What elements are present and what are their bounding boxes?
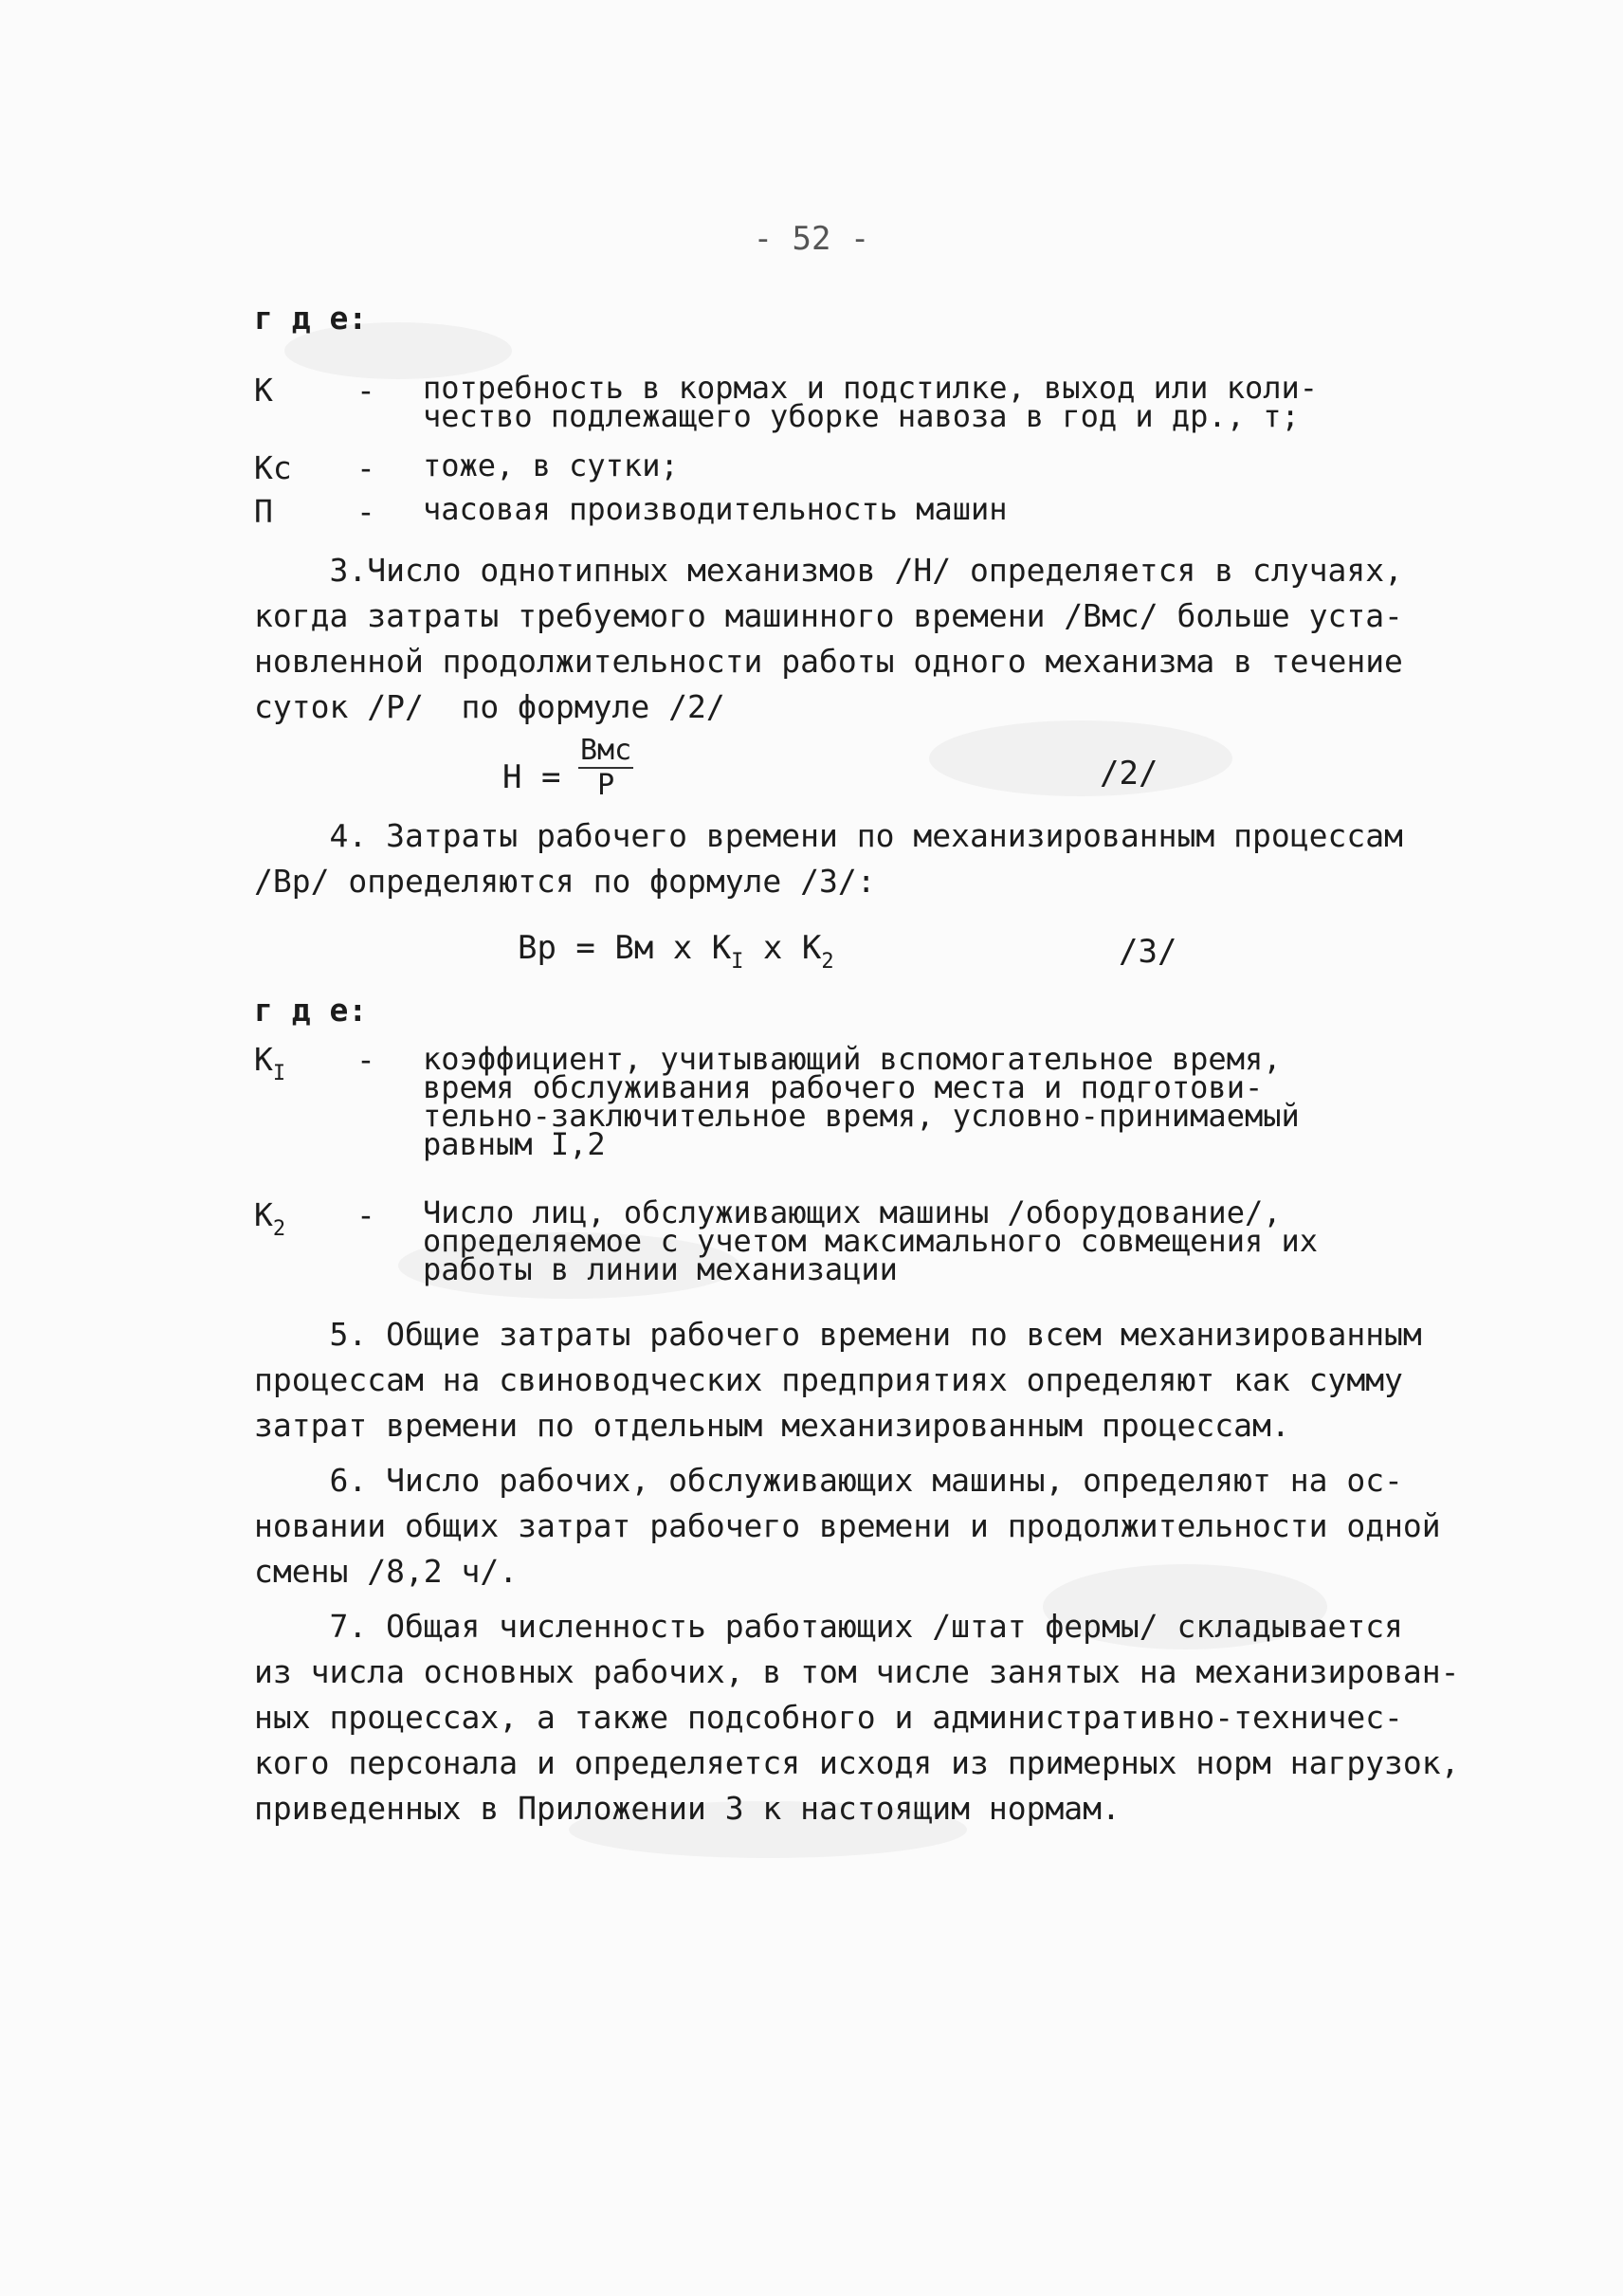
def-term-letter: К — [254, 1041, 273, 1078]
def-text-line: Число лиц, обслуживающих машины /оборудование/, — [423, 1194, 1282, 1230]
paragraph-line: когда затраты требуемого машинного времени /Вмс/ больше уста- — [254, 597, 1403, 634]
def-term-k: К — [254, 372, 273, 409]
def-text-k2 — [423, 1194, 1319, 1287]
def-term-k2 — [254, 1196, 286, 1241]
formula-2-numerator: Вмс — [580, 734, 632, 767]
formula-3-number: /3/ — [1119, 933, 1177, 971]
paragraph-line: новании общих затрат рабочего времени и продолжительности одной — [254, 1507, 1441, 1544]
paragraph-line: кого персонала и определяется исходя из примерных норм нагрузок, — [254, 1744, 1460, 1781]
def-term-letter: К — [254, 1196, 273, 1233]
def-dash: - — [356, 372, 375, 409]
def-text-line: работы в линии механизации — [423, 1251, 898, 1287]
def-text-line: тоже, в сутки; — [423, 447, 679, 483]
def-dash: - — [356, 1041, 375, 1078]
def-text-kc — [423, 447, 679, 483]
paragraph-line: затрат времени по отдельным механизированным процессам. — [254, 1407, 1290, 1444]
def-term-kc: Кс — [254, 449, 292, 486]
paragraph-line: 7. Общая численность работающих /штат фермы/ складывается — [254, 1608, 1403, 1645]
paragraph-5 — [254, 1312, 1422, 1449]
formula-2-number: /2/ — [1100, 755, 1158, 793]
def-text-line: равным I,2 — [423, 1126, 606, 1162]
paragraph-line: из числа основных рабочих, в том числе занятых на механизирован- — [254, 1653, 1460, 1690]
paragraph-line: новленной продолжительности работы одного механизма в течение — [254, 643, 1403, 680]
paragraph-line: 3.Число однотипных механизмов /Н/ определяется в случаях, — [254, 552, 1403, 589]
where-label-2: г д е: — [254, 992, 368, 1029]
formula-3-expression — [518, 929, 834, 974]
def-text-p — [423, 491, 1008, 527]
paragraph-line: суток /Р/ по формуле /2/ — [254, 688, 725, 725]
formula-3-left: Вр = Вм х К — [518, 929, 732, 967]
paragraph-line: 4. Затраты рабочего времени по механизированным процессам — [254, 817, 1403, 854]
page-number: - 52 - — [753, 220, 870, 258]
paragraph-3 — [254, 548, 1403, 730]
paragraph-line: процессам на свиноводческих предприятиях определяют как сумму — [254, 1361, 1403, 1398]
def-dash: - — [356, 449, 375, 486]
def-term-subscript: I — [272, 1062, 286, 1085]
formula-2-prefix: Н = — [502, 758, 561, 796]
paragraph-line: ных процессах, а также подсобного и административно-техничес- — [254, 1699, 1403, 1736]
paragraph-line: /Вр/ определяются по формуле /3/: — [254, 863, 876, 900]
paragraph-line: приведенных в Приложении 3 к настоящим нормам. — [254, 1790, 1121, 1827]
formula-3-sub2: 2 — [821, 950, 834, 974]
paragraph-6 — [254, 1458, 1441, 1594]
paragraph-line: 5. Общие затраты рабочего времени по всем механизированным — [254, 1316, 1422, 1353]
formula-2-denominator: Р — [597, 769, 615, 802]
where-label-1: г д е: — [254, 300, 368, 337]
def-text-line: тельно-заключительное время, условно-принимаемый — [423, 1098, 1300, 1134]
paragraph-4 — [254, 813, 1403, 904]
def-text-line: чество подлежащего уборке навоза в год и др., т; — [423, 398, 1300, 434]
formula-3-mid: х К — [743, 929, 822, 967]
def-text-line: часовая производительность машин — [423, 491, 1008, 527]
def-text-line: определяемое с учетом максимального совмещения их — [423, 1223, 1319, 1259]
def-dash: - — [356, 493, 375, 530]
def-dash: - — [356, 1196, 375, 1233]
def-term-subscript: 2 — [272, 1217, 286, 1241]
def-term-p: П — [254, 493, 273, 530]
paragraph-line: 6. Число рабочих, обслуживающих машины, определяют на ос- — [254, 1462, 1403, 1499]
def-text-k1 — [423, 1041, 1300, 1162]
paragraph-7 — [254, 1604, 1460, 1831]
def-text-line: коэффициент, учитывающий вспомогательное время, — [423, 1041, 1282, 1077]
def-text-line: потребность в кормах и подстилке, выход или коли- — [423, 370, 1319, 406]
formula-2-fraction — [578, 734, 633, 802]
def-text-line: время обслуживания рабочего места и подготови- — [423, 1069, 1264, 1105]
def-term-k1 — [254, 1041, 286, 1085]
paragraph-line: смены /8,2 ч/. — [254, 1553, 519, 1590]
formula-3-sub1: I — [731, 950, 744, 974]
def-text-k — [423, 370, 1319, 434]
